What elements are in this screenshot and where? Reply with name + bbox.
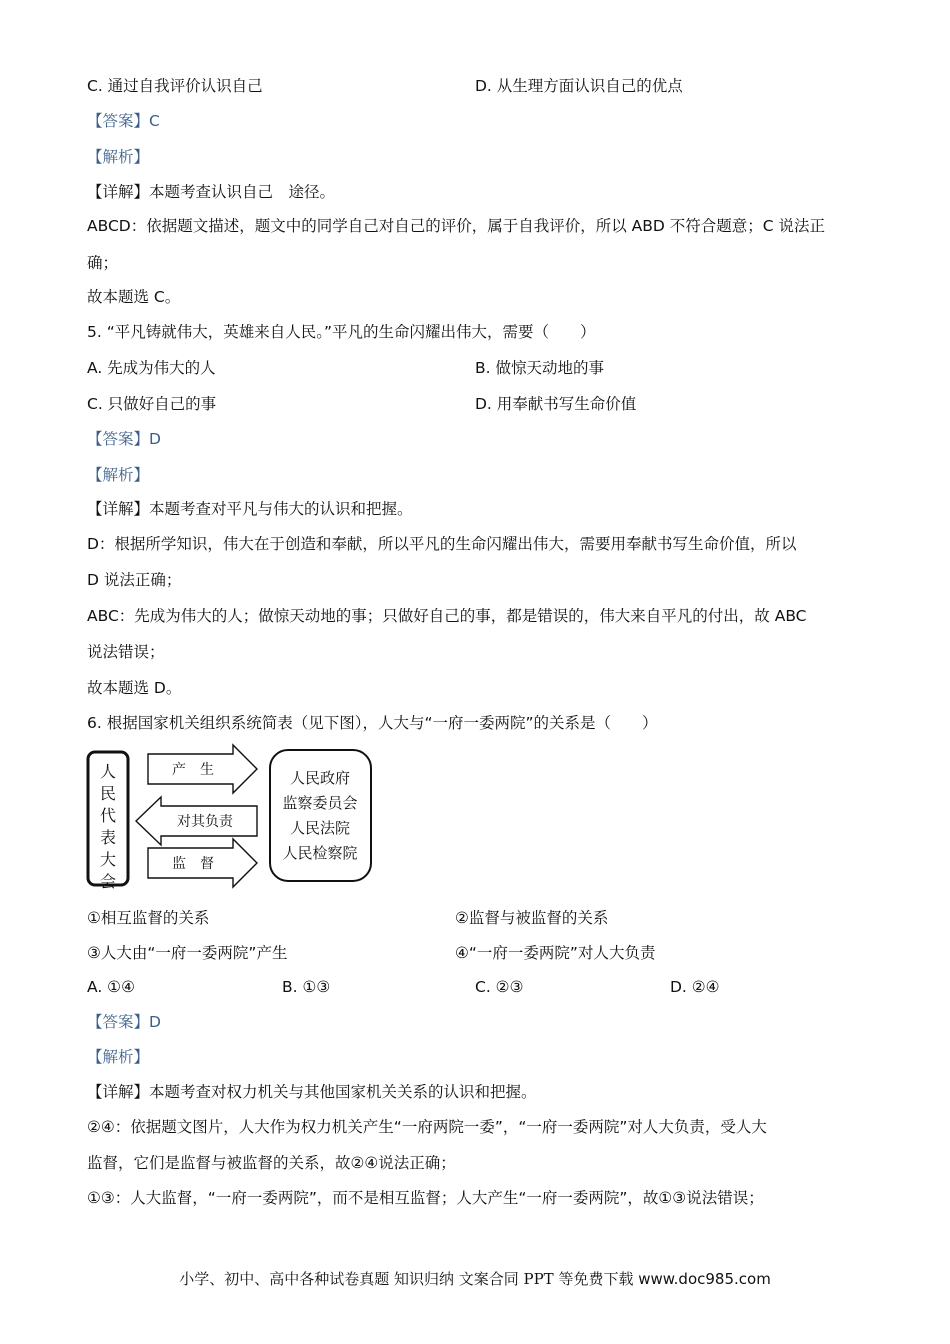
q6-option-b: B. ①③ — [282, 978, 331, 996]
q6-item-3: ③人大由“一府一委两院”产生 — [87, 944, 288, 962]
page-footer — [0, 1268, 950, 1289]
q5-explanation-line-4: 说法错误； — [87, 643, 165, 661]
q4-explanation-line-1: ABCD：依据题文描述，题文中的同学自己对自己的评价，属于自我评价，所以 ABD 不符合题意；C 说法正 — [87, 217, 826, 235]
npc-char-3: 代 — [99, 806, 117, 825]
q5-option-c: C. 只做好自己的事 — [87, 395, 217, 413]
q5-answer: 【答案】D — [87, 430, 161, 448]
q6-item-2: ②监督与被监督的关系 — [455, 909, 609, 927]
q6-item-4: ④“一府一委两院”对人大负责 — [455, 944, 656, 962]
q6-option-c: C. ②③ — [475, 978, 524, 996]
footer-url[interactable]: www.doc985.com — [638, 1270, 771, 1288]
q6-analysis-heading: 【解析】 — [87, 1048, 150, 1066]
q5-stem: 5. “平凡铸就伟大，英雄来自人民。”平凡的生命闪耀出伟大，需要（ ） — [87, 323, 596, 341]
q5-option-a: A. 先成为伟大的人 — [87, 359, 216, 377]
npc-char-1: 人 — [99, 762, 117, 781]
q4-detail: 【详解】本题考查认识自己 途径。 — [87, 183, 336, 201]
q4-option-d: D. 从生理方面认识自己的优点 — [475, 77, 683, 95]
q6-explanation-line-1: ②④：依据题文图片，人大作为权力机关产生“一府两院一委”，“一府一委两院”对人大负责，受人大 — [87, 1118, 767, 1136]
organ-government: 人民政府 — [289, 769, 351, 787]
organ-procuratorate: 人民检察院 — [282, 844, 358, 862]
q6-explanation-line-3: ①③：人大监督，“一府一委两院”，而不是相互监督；人大产生“一府一委两院”，故①③说法错误； — [87, 1189, 764, 1207]
q4-explanation-line-2: 确； — [87, 254, 119, 272]
npc-char-6: 会 — [99, 872, 117, 890]
state-organs-diagram — [85, 742, 380, 890]
q6-option-a: A. ①④ — [87, 978, 135, 996]
footer-text: 小学、初中、高中各种试卷真题 知识归纳 文案合同 PPT 等免费下载 — [179, 1270, 634, 1288]
q4-answer: 【答案】C — [87, 112, 160, 130]
organ-court: 人民法院 — [289, 819, 351, 837]
q5-explanation-line-1: D：根据所学知识，伟大在于创造和奉献，所以平凡的生命闪耀出伟大，需要用奉献书写生命价值，所以 — [87, 535, 797, 553]
q4-option-c: C. 通过自我评价认识自己 — [87, 77, 263, 95]
q5-explanation-line-2: D 说法正确； — [87, 571, 182, 589]
q6-option-d: D. ②④ — [670, 978, 720, 996]
q4-conclusion: 故本题选 C。 — [87, 288, 181, 306]
q6-detail: 【详解】本题考查对权力机关与其他国家机关关系的认识和把握。 — [87, 1083, 537, 1101]
npc-char-5: 大 — [99, 850, 117, 869]
organ-supervision: 监察委员会 — [282, 794, 358, 812]
q5-explanation-line-3: ABC：先成为伟大的人；做惊天动地的事；只做好自己的事，都是错误的，伟大来自平凡的付出，故 ABC — [87, 607, 807, 625]
produce-label: 产 生 — [172, 762, 214, 778]
supervise-label: 监 督 — [172, 856, 214, 872]
npc-char-2: 民 — [99, 784, 117, 803]
q5-detail: 【详解】本题考查对平凡与伟大的认识和把握。 — [87, 500, 413, 518]
q6-answer: 【答案】D — [87, 1013, 161, 1031]
responsible-label: 对其负责 — [177, 814, 233, 830]
q6-item-1: ①相互监督的关系 — [87, 909, 210, 927]
q5-option-b: B. 做惊天动地的事 — [475, 359, 604, 377]
q4-analysis-heading: 【解析】 — [87, 148, 150, 166]
q5-analysis-heading: 【解析】 — [87, 466, 150, 484]
q5-conclusion: 故本题选 D。 — [87, 679, 182, 697]
q6-stem: 6. 根据国家机关组织系统简表（见下图），人大与“一府一委两院”的关系是（ ） — [87, 714, 658, 732]
npc-char-4: 表 — [99, 828, 117, 847]
q6-explanation-line-2: 监督，它们是监督与被监督的关系，故②④说法正确； — [87, 1154, 456, 1172]
q5-option-d: D. 用奉献书写生命价值 — [475, 395, 637, 413]
